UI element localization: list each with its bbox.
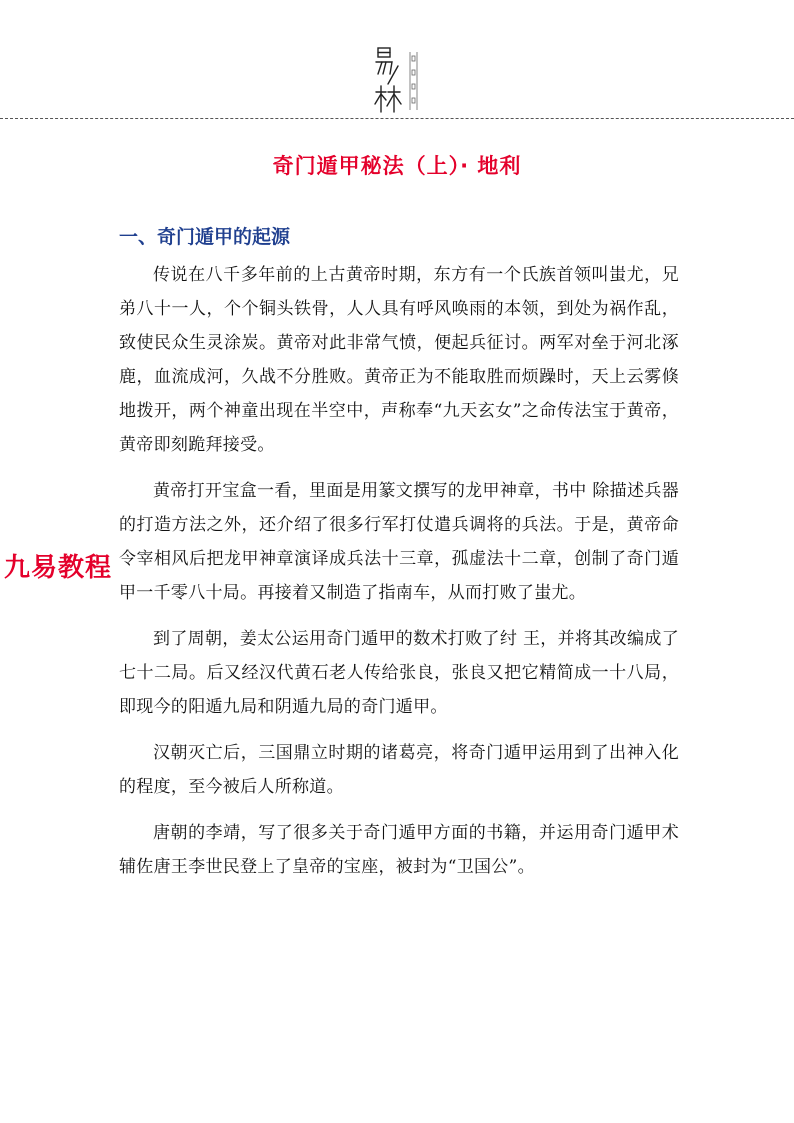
section-heading: 一、奇门遁甲的起源 (119, 226, 291, 248)
document-body (119, 258, 679, 896)
paragraph-2: 黄帝打开宝盒一看，里面是用篆文撰写的龙甲神章，书中 除描述兵器的打造方法之外，还介绍了很多行军打仗遣兵调将的兵法。于是，黄帝命令宰相风后把龙甲神章演译成兵法十三章，孤虚法十二章，创制了奇门遁甲一千零八十局。再接着又制造了指南车，从而打败了蚩尤。 (119, 481, 679, 603)
paragraph-3: 到了周朝，姜太公运用奇门遁甲的数术打败了纣 王，并将其改编成了七十二局。后又经汉代黄石老人传给张良，张良又把它精简成一十八局，即现今的阳遁九局和阴遁九局的奇门遁甲。 (119, 629, 679, 717)
paragraph-1: 传说在八千多年前的上古黄帝时期，东方有一个氏族首领叫蚩尤，兄弟八十一人，个个铜头铁骨，人人具有呼风唤雨的本领，到处为祸作乱，致使民众生灵涂炭。黄帝对此非常气愤，便起兵征讨。两军对垒于河北涿鹿，血流成河，久战不分胜败。黄帝正为不能取胜而烦躁时，天上云雾倏地拨开，两个神童出现在半空中，声称奉“九天玄女”之命传法宝于黄帝，黄帝即刻跪拜接受。 (119, 265, 679, 455)
document-title: 奇门遁甲秘法（上）· 地利 (272, 154, 522, 178)
yilin-logo (370, 44, 426, 116)
watermark: 九易教程 (4, 553, 113, 583)
header-divider (0, 118, 794, 119)
paragraph-5: 唐朝的李靖，写了很多关于奇门遁甲方面的书籍，并运用奇门遁甲术辅佐唐王李世民登上了皇帝的宝座，被封为“卫国公”。 (119, 823, 679, 877)
paragraph-4: 汉朝灭亡后，三国鼎立时期的诸葛亮，将奇门遁甲运用到了出神入化的程度，至今被后人所称道。 (119, 743, 679, 797)
